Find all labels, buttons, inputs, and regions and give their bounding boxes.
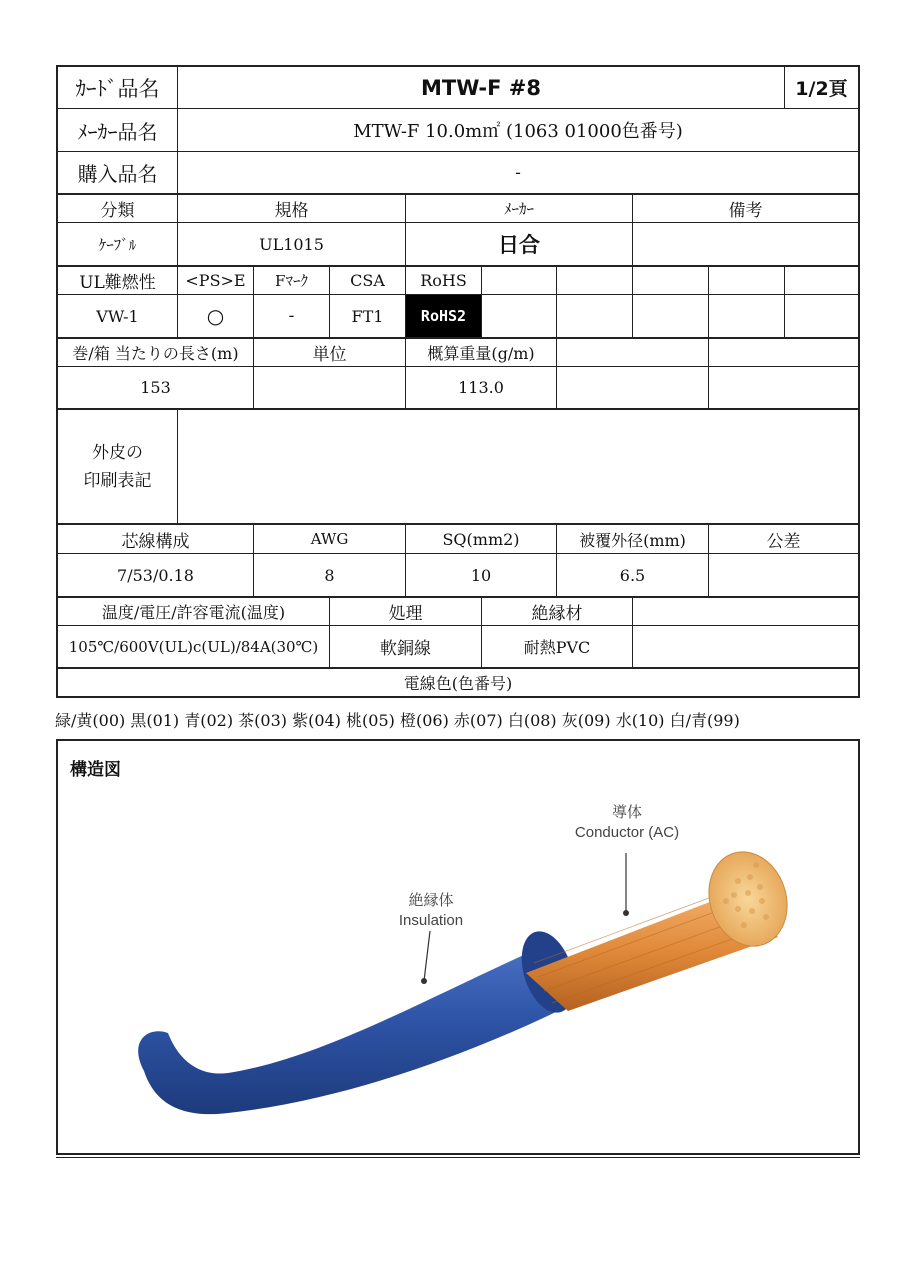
outer-diameter-label: 被覆外径(mm) — [579, 530, 686, 550]
print-marking-label-line1: 外皮の — [92, 442, 143, 463]
rule — [708, 265, 709, 338]
construction-label: 芯線構成 — [121, 531, 190, 552]
sq-value: 10 — [470, 565, 492, 585]
rule — [56, 696, 860, 698]
csa-value: FT1 — [351, 306, 384, 326]
wire-color-list: 緑/黄(00) 黒(01) 青(02) 茶(03) 紫(04) 桃(05) 橙(06) 赤(07) 白(08) 灰(09) 水(10) 白/青(99) — [55, 711, 740, 730]
rule — [784, 265, 785, 338]
rule — [556, 337, 557, 409]
tolerance-label: 公差 — [766, 531, 801, 552]
maker-name-label: ﾒｰｶｰ品名 — [77, 119, 158, 144]
card-name-label: ｶｰﾄﾞ品名 — [75, 76, 160, 101]
rule — [556, 265, 557, 338]
temp-voltage-current-value: 105℃/600V(UL)c(UL)/84A(30℃) — [68, 637, 319, 656]
unit-value — [254, 367, 405, 408]
structure-diagram — [56, 739, 860, 1155]
insulation-material-label: 絶縁材 — [531, 604, 583, 624]
awg-value: 8 — [324, 565, 335, 585]
length-label: 巻/箱 当たりの長さ(m) — [72, 344, 239, 363]
length-value: 153 — [140, 378, 171, 397]
sq-label: SQ(mm2) — [442, 529, 520, 549]
insulation-label — [376, 891, 486, 931]
weight-label: 概算重量(g/m) — [427, 344, 535, 363]
purchase-name-value: - — [515, 162, 521, 183]
rule — [708, 337, 709, 409]
standard-label: 規格 — [274, 201, 309, 221]
conductor-label — [562, 803, 692, 843]
purchase-name-label: 購入品名 — [77, 162, 158, 186]
rohs-badge: RoHS2 — [406, 295, 481, 337]
standard-value: UL1015 — [259, 234, 324, 254]
diagram-title: 構造図 — [70, 760, 121, 780]
pse-value: ○ — [206, 304, 225, 328]
insulation-label-en: Insulation — [398, 912, 464, 929]
conductor-label-jp: 導体 — [611, 804, 642, 821]
fmark-label: Fﾏｰｸ — [275, 272, 308, 290]
print-marking-value — [178, 410, 858, 523]
print-marking-label-line2: 印刷表記 — [83, 470, 152, 491]
construction-value: 7/53/0.18 — [117, 565, 194, 585]
notes-label: 備考 — [728, 201, 763, 221]
temp-voltage-current-label: 温度/電圧/許容電流(温度) — [101, 603, 286, 622]
wire-color-label: 電線色(色番号) — [403, 674, 513, 693]
fmark-value: - — [288, 306, 295, 326]
ul-flame-value: VW-1 — [96, 306, 139, 326]
outer-diameter-value: 6.5 — [619, 565, 646, 585]
maker-value: 日合 — [498, 233, 540, 257]
rule — [481, 265, 482, 338]
rule — [632, 596, 633, 668]
card-name-value: MTW-F #8 — [420, 75, 542, 100]
rohs-label: RoHS — [420, 271, 467, 290]
rule — [858, 65, 860, 698]
csa-label: CSA — [350, 271, 385, 290]
treatment-label: 処理 — [388, 604, 423, 624]
ul-flame-label: UL難燃性 — [79, 273, 156, 293]
print-marking-label — [58, 410, 177, 523]
pse-label: <PS>E — [185, 271, 246, 290]
weight-value: 113.0 — [458, 378, 504, 397]
rule — [56, 1157, 860, 1158]
awg-label: AWG — [310, 530, 349, 548]
category-label: 分類 — [100, 201, 135, 221]
insulation-jacket — [138, 937, 569, 1114]
insulation-callout-line — [424, 931, 430, 981]
notes-value — [633, 223, 858, 265]
unit-label: 単位 — [312, 345, 347, 365]
insulation-label-jp: 絶縁体 — [408, 892, 454, 909]
maker-name-value: MTW-F 10.0m㎡ (1063 01000色番号) — [353, 121, 683, 142]
conductor-label-en: Conductor (AC) — [574, 824, 680, 841]
page-indicator: 1/2頁 — [795, 78, 848, 100]
maker-label: ﾒｰｶｰ — [503, 200, 534, 218]
category-value: ｹｰﾌﾞﾙ — [98, 235, 137, 254]
treatment-value: 軟銅線 — [380, 639, 431, 659]
tolerance-value — [709, 554, 858, 596]
cable-illustration — [58, 741, 858, 1153]
insulation-material-value: 耐熱PVC — [523, 638, 591, 657]
